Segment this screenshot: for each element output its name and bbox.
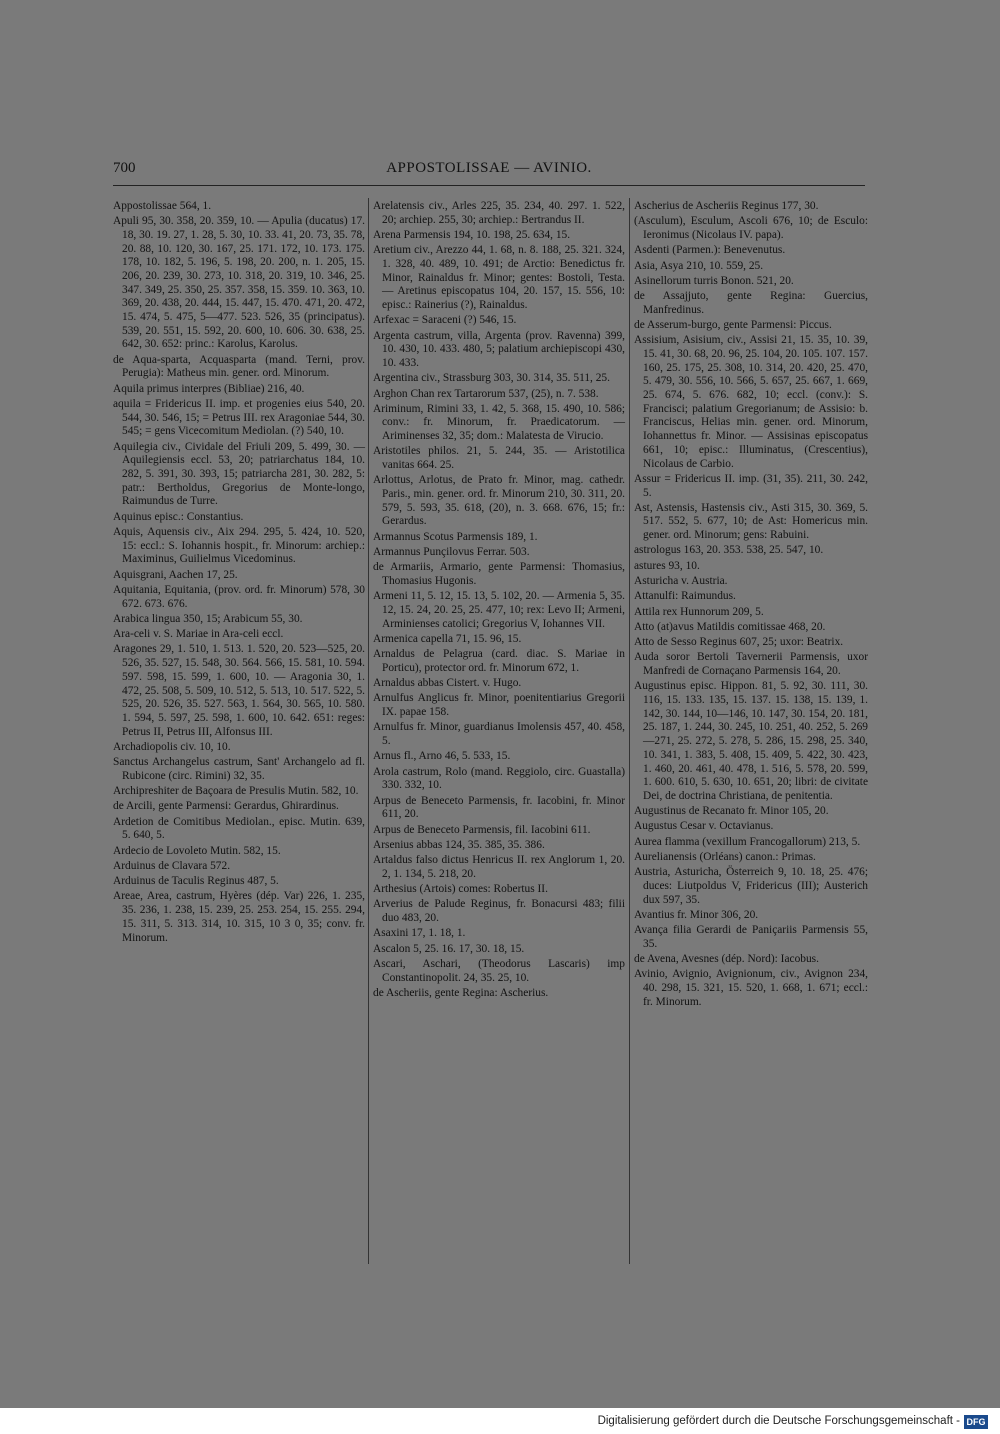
- index-column-3: [634, 200, 868, 1011]
- index-entry: Assisium, Asisium, civ., Assisi 21, 15. 35, 10. 39, 15. 41, 30. 68, 20. 96, 25. 104, 20. 105. 107. 157. 160, 25. 175, 25. 308, 10. 314, 20. 420, 25. 470, 5. 479, 30. 556, 10. 566, 5. 657, 25. 667, 1. 669, 25. 674, 5. 676. 682, 10; eccl. (conv.): S. Francisci; palatium Gregorianum; de Assisio: b. Franciscus, Helias min. gener. ord. Minorum, Iohannettus fr. Minor. — Assisinas episcopatus 661, 10; episc.: Illuminatus, (Crescentius), Nicolaus de Carbio.: [634, 334, 868, 470]
- index-entry: de Ascheriis, gente Regina: Ascherius.: [373, 986, 549, 999]
- column-divider: [629, 198, 630, 1264]
- page-number: 700: [113, 160, 136, 176]
- index-entry: Argentina civ., Strassburg 303, 30. 314, 35. 511, 25.: [373, 372, 610, 385]
- index-entry: Ardecio de Lovoleto Mutin. 582, 15.: [113, 844, 281, 857]
- index-entry: de Aqua-sparta, Acquasparta (mand. Terni, prov. Perugia): Matheus min. gener. ord. Minorum.: [113, 353, 365, 380]
- index-entry: Asinellorum turris Bonon. 521, 20.: [634, 274, 794, 287]
- index-entry: Argenta castrum, villa, Argenta (prov. Ravenna) 399, 10. 430, 10. 433. 480, 5; palatium archiepiscopi 430, 10. 433.: [373, 329, 625, 369]
- index-entry: Aquisgrani, Aachen 17, 25.: [113, 568, 238, 581]
- index-entry: Arola castrum, Rolo (mand. Reggiolo, circ. Guastalla) 330. 332, 10.: [373, 765, 625, 792]
- index-entry: Ascari, Aschari, (Theodorus Lascaris) imp Constantinopolit. 24, 35. 25, 10.: [373, 957, 625, 984]
- index-entry: Arduinus de Clavara 572.: [113, 859, 231, 872]
- index-entry: de Arcili, gente Parmensi: Gerardus, Ghirardinus.: [113, 800, 339, 813]
- index-column-1: [113, 200, 365, 947]
- index-entry: Arfexac = Saraceni (?) 546, 15.: [373, 314, 517, 327]
- index-entry: Arlottus, Arlotus, de Prato fr. Minor, mag. cathedr. Paris., min. gener. ord. fr. Minorum 210, 30. 311, 20. 579, 5. 593, 35. 618, (20), n. 3. 668. 676, 15; fr.: Gerardus.: [373, 474, 625, 528]
- index-entry: Ara-celi v. S. Mariae in Ara-celi eccl.: [113, 628, 284, 641]
- index-entry: Arnaldus abbas Cistert. v. Hugo.: [373, 677, 522, 690]
- index-entry: Aquila primus interpres (Bibliae) 216, 40.: [113, 382, 305, 395]
- index-entry: Avança filia Gerardi de Paniçariis Parmensis 55, 35.: [634, 924, 868, 950]
- index-entry: Aristotiles philos. 21, 5. 244, 35. — Aristotilica vanitas 664. 25.: [373, 445, 625, 472]
- page-header: [113, 160, 865, 182]
- index-entry: Arghon Chan rex Tartarorum 537, (25), n. 7. 538.: [373, 387, 599, 400]
- index-entry: Avantius fr. Minor 306, 20.: [634, 908, 759, 921]
- index-entry: Asdenti (Parmen.): Benevenutus.: [634, 244, 786, 257]
- index-entry: Ariminum, Rimini 33, 1. 42, 5. 368, 15. 490, 10. 586; conv.: fr. Minorum, fr. Praedicatorum. — Ariminenses 32, 35; dom.: Malatesta de Virucio.: [373, 402, 625, 443]
- footer-bar: [0, 1408, 1000, 1434]
- index-entry: Armenica capella 71, 15. 96, 15.: [373, 632, 522, 645]
- index-entry: Arabica lingua 350, 15; Arabicum 55, 30.: [113, 612, 303, 625]
- index-entry: Arena Parmensis 194, 10. 198, 25. 634, 15.: [373, 228, 571, 241]
- index-entry: Asaxini 17, 1. 18, 1.: [373, 927, 466, 940]
- index-entry: Asia, Asya 210, 10. 559, 25.: [634, 259, 764, 272]
- index-entry: Assur = Fridericus II. imp. (31, 35). 211, 30. 242, 5.: [634, 472, 868, 499]
- index-entry: Attanulfi: Raimundus.: [634, 590, 736, 603]
- index-entry: (Asculum), Esculum, Ascoli 676, 10; de Esculo: Ieronimus (Nicolaus IV. papa).: [634, 215, 868, 241]
- index-column-2: [373, 200, 625, 1002]
- index-entry: Auda soror Bertoli Tavernerii Parmensis, uxor Manfredi de Cornaçano Parmensis 164, 20.: [634, 651, 868, 678]
- index-entry: Aquitania, Equitania, (prov. ord. fr. Minorum) 578, 30 672. 673. 676.: [113, 583, 365, 610]
- index-entry: Augustinus de Recanato fr. Minor 105, 20.: [634, 805, 829, 818]
- index-entry: Arnulfus Anglicus fr. Minor, poenitentiarius Gregorii IX. papae 158.: [373, 692, 625, 719]
- index-entry: Aurea flamma (vexillum Francogallorum) 213, 5.: [634, 835, 861, 848]
- index-entry: astrologus 163, 20. 353. 538, 25. 547, 10.: [634, 544, 824, 557]
- index-entry: Arnus fl., Arno 46, 5. 533, 15.: [373, 750, 511, 763]
- index-entry: Ascalon 5, 25. 16. 17, 30. 18, 15.: [373, 942, 525, 955]
- index-entry: Atto de Sesso Reginus 607, 25; uxor: Beatrix.: [634, 636, 844, 649]
- index-entry: Armeni 11, 5. 12, 15. 13, 5. 102, 20. — Armenia 5, 35. 12, 15. 24, 20. 25, 25. 477, 10; rex: Levo II; Armeni, Arminienses catolici; Gregorius V, Iohannes VII.: [373, 590, 625, 630]
- index-entry: Austria, Asturicha, Österreich 9, 10. 18, 25. 476; duces: Liutpoldus V, Fridericus (III); Austerich dux 597, 35.: [634, 866, 868, 906]
- index-entry: Apuli 95, 30. 358, 20. 359, 10. — Apulia (ducatus) 17. 18, 30. 19. 27, 1. 28, 5. 30, 10. 33. 41, 20. 73, 35. 78, 20. 88, 10. 120, 30. 167, 25. 171. 172, 10. 173. 175. 178, 10. 182, 5. 196, 5. 198, 20. 200, n. 1. 205, 15. 206, 20. 239, 30. 273, 10. 318, 20. 319, 10. 346, 25. 347. 349, 25. 350, 25. 357. 358, 15. 359. 10. 363, 10. 369, 20. 438, 20. 444, 15. 447, 15. 470. 471, 20. 472, 15. 474, 5. 475, 5—477. 523. 526, 35 (principatus). 539, 20. 551, 15. 592, 20. 600, 10. 606. 30. 638, 25. 642, 30. 652: princ.: Karolus, Karolus.: [113, 215, 365, 351]
- dfg-logo: DFG: [964, 1415, 988, 1429]
- funding-notice: Digitalisierung gefördert durch die Deutsche Forschungsgemeinschaft -: [597, 1415, 960, 1427]
- index-entry: Aurelianensis (Orléans) canon.: Primas.: [634, 851, 816, 863]
- running-title: APPOSTOLISSAE — AVINIO.: [386, 160, 592, 176]
- index-entry: Ardetion de Comitibus Mediolan., episc. Mutin. 639, 5. 640, 5.: [113, 815, 365, 842]
- index-entry: Asturicha v. Austria.: [634, 575, 728, 587]
- index-entry: Arpus de Beneceto Parmensis, fr. Iacobini, fr. Minor 611, 20.: [373, 794, 625, 821]
- index-entry: de Asserum-burgo, gente Parmensi: Piccus.: [634, 319, 832, 332]
- index-entry: Arnaldus de Pelagrua (card. diac. S. Mariae in Porticu), protector ord. fr. Minorum 672, 1.: [373, 648, 625, 674]
- index-entry: aquila = Fridericus II. imp. et progenies eius 540, 20. 544, 30. 546, 15; = Petrus III. rex Aragoniae 544, 30. 545; = gens Vicecomitum Mediolan. (?) 540, 10.: [113, 398, 365, 438]
- index-entry: Sanctus Archangelus castrum, Sant' Archangelo ad fl. Rubicone (circ. Rimini) 32, 35.: [113, 756, 365, 782]
- index-entry: Attila rex Hunnorum 209, 5.: [634, 605, 764, 618]
- index-entry: Aretium civ., Arezzo 44, 1. 68, n. 8. 188, 25. 321. 324, 1. 328, 40. 489, 10. 491; de Arctio: Benedictus fr. Minor, Rainaldus fr. Minor; gentes: Bostoli, Testa. — Aretinus episcopatus 104, 20. 157, 15. 556, 10: episc.: Rainerius (?), Rainaldus.: [373, 244, 625, 311]
- index-entry: Atto (at)avus Matildis comitissae 468, 20.: [634, 620, 826, 633]
- index-entry: Arverius de Palude Reginus, fr. Bonacursi 483; filii duo 483, 20.: [373, 898, 625, 925]
- index-entry: Arpus de Beneceto Parmensis, fil. Iacobini 611.: [373, 823, 591, 836]
- index-entry: Arthesius (Artois) comes: Robertus II.: [373, 883, 548, 896]
- index-entry: astures 93, 10.: [634, 559, 700, 572]
- index-entry: Arelatensis civ., Arles 225, 35. 234, 40. 297. 1. 522, 20; archiep. 255, 30; archiep.: Bertrandus II.: [373, 200, 625, 226]
- index-entry: Arduinus de Taculis Reginus 487, 5.: [113, 875, 279, 888]
- index-entry: Arnulfus fr. Minor, guardianus Imolensis 457, 40. 458, 5.: [373, 721, 625, 748]
- index-entry: Augustinus episc. Hippon. 81, 5. 92, 30. 111, 30. 116, 15. 133. 135, 15. 137. 15. 138, 15. 139, 1. 142, 30. 144, 10—146, 10. 147, 30. 154, 20. 181, 25. 187, 1. 244, 30. 245, 10. 251, 40. 252, 5. 269—271, 25. 272, 5. 278, 5. 286, 15. 298, 25. 340, 10. 341, 1. 383, 5. 408, 15. 409, 5. 422, 30. 423, 1. 460, 20. 461, 40. 478, 1. 516, 5. 578, 20. 599, 1. 600. 610, 5. 630, 10. 651, 20; libri: de civitate Dei, de doctrina Christiana, de penitentia.: [634, 680, 868, 802]
- index-entry: Ast, Astensis, Hastensis civ., Asti 315, 30. 369, 5. 517. 552, 5. 677, 10; de Ast: Homericus min. gener. ord. Minorum; gens: Rabuini.: [634, 501, 868, 542]
- column-divider: [368, 198, 369, 1264]
- index-entry: Archadiopolis civ. 10, 10.: [113, 740, 231, 753]
- index-entry: Appostolissae 564, 1.: [113, 200, 212, 212]
- index-entry: de Armariis, Armario, gente Parmensi: Thomasius, Thomasius Hugonis.: [373, 561, 625, 587]
- index-entry: Ascherius de Ascheriis Reginus 177, 30.: [634, 200, 819, 212]
- index-entry: de Assajjuto, gente Regina: Guercius, Manfredinus.: [634, 290, 868, 316]
- index-entry: Aquis, Aquensis civ., Aix 294. 295, 5. 424, 10. 520, 15: eccl.: S. Iohannis hospit., fr. Minorum: archiep.: Maximinus, Guilielmus Vicedominus.: [113, 525, 365, 566]
- index-entry: Avinio, Avignio, Avignionum, civ., Avignon 234, 40. 298, 15. 321, 15. 520, 1. 668, 1. 671; eccl.: fr. Minorum.: [634, 968, 868, 1008]
- index-entry: Aquilegia civ., Cividale del Friuli 209, 5. 499, 30. — Aquilegiensis eccl. 53, 20; patriarchatus 184, 10. 282, 5. 391, 30. 393, 15; patriarcha 281, 30. 282, 5: patr.: Bertholdus, Gregorius de Monte-longo, Raimundus de Turre.: [113, 440, 365, 508]
- index-entry: Armannus Punçilovus Ferrar. 503.: [373, 546, 530, 559]
- header-rule: [113, 185, 865, 186]
- index-entry: Archipreshiter de Baçoara de Presulis Mutin. 582, 10.: [113, 785, 359, 798]
- index-entry: Armannus Scotus Parmensis 189, 1.: [373, 530, 538, 543]
- index-entry: Areae, Area, castrum, Hyères (dép. Var) 226, 1. 235, 35. 236, 1. 238, 15. 239, 25. 253. 254, 15. 255. 294, 15. 311, 5. 313. 314, 10. 315, 10 3 0, 35; conv. fr. Minorum.: [113, 890, 365, 944]
- index-entry: Aragones 29, 1. 510, 1. 513. 1. 520, 20. 523—525, 20. 526, 35. 527, 15. 548, 30. 564. 566, 15. 581, 10. 594. 597. 598, 15. 599, 1. 600, 10. — Aragonia 30, 1. 472, 25. 508, 5. 509, 10. 512, 5. 513, 10. 517. 522, 5. 525, 20. 526, 35. 527. 563, 1. 564, 30. 565, 10. 580. 1. 594, 5. 597, 25. 598, 1. 600, 10. 642. 651: reges: Petrus II, Petrus III, Alfonsus III.: [113, 643, 365, 738]
- index-entry: Aquinus episc.: Constantius.: [113, 510, 244, 523]
- index-entry: Augustus Cesar v. Octavianus.: [634, 820, 774, 833]
- index-entry: Artaldus falso dictus Henricus II. rex Anglorum 1, 20. 2, 1. 134, 5. 218, 20.: [373, 854, 625, 880]
- index-entry: Arsenius abbas 124, 35. 385, 35. 386.: [373, 838, 545, 851]
- index-entry: de Avena, Avesnes (dép. Nord): Iacobus.: [634, 953, 819, 966]
